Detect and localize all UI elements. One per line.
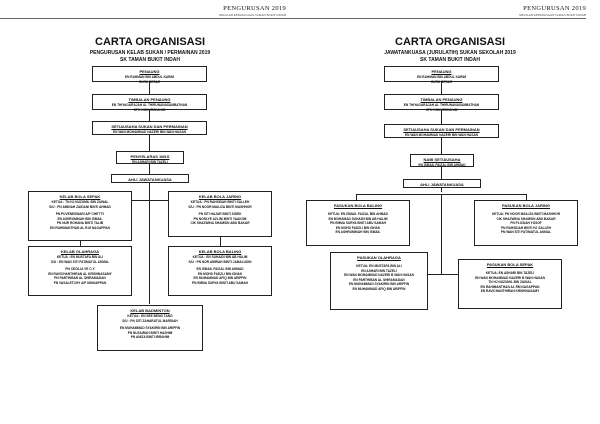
person-line: EN MUHAMMAD SYAKIRIN BIN ARIFFIN [119,326,181,331]
person-line: EN MOHAMAD SUHAIDI BIN AB HALIM [328,216,388,221]
role-label: PENAUNG [431,69,452,74]
page-header [219,5,286,17]
person-line: EN PARTHIBAN AL SHIRAMADAN [353,277,405,282]
person-line: PN PARTHIBAN AL SHIRAMADAN [54,276,106,281]
header-subtitle: SEKOLAH KEBANGSAAN TAMAN BUKIT INDAH [518,13,586,17]
connector-lower [428,274,458,275]
setiausaha-box [92,121,207,135]
header-title: PENGURUSAN 2019 [223,5,286,12]
person-line: EN MUHAMMAD SYAKIRIN BIN ARIFFIN [348,282,410,287]
role-label: PENAUNG [139,69,160,74]
club-name: KELAB BOLA SEPAK [59,194,101,199]
club-name: KELAB BOLA BALING [198,249,242,254]
role-label: AHLI JAWATANKUASA [128,177,172,182]
ajk-box [403,179,481,188]
team-name: PASUKAN BOLA BALING [333,203,383,208]
ajk-box [111,174,189,183]
person-line: EN WAN MOHAMMAD NAZERI B WAN HASAN [475,275,545,280]
person-line: PN PUVENESWARI A/P CHETTY [55,212,105,217]
person-line: TN HJ NUZUMIL BIN ZAINAL [488,280,532,285]
person-line: KETUA : PN RAHSIDAH BINTI SALLEH [190,200,250,204]
person-line: EN WAN MOHAMMAD NAZERI BIN WAN HASAN [113,130,186,134]
club-box-bola-sepak [28,191,132,241]
person-line: EN WAN MOHAMMAD NAZERI BIN WAN HASAN [405,133,478,137]
role-label: TIMBALAN PENAUNG [420,97,463,102]
person-line: EN ASHARI BIN TAZELI [132,160,168,164]
person-line: PN PLOSIAH YUSOF [510,221,542,226]
person-line: EN ASHRUMINAH BIN ISMAIL [335,230,381,235]
team-box-bola-jaring [474,200,578,246]
person-line: KETUA : EN SEE BENG TANG [127,314,173,318]
person-line: PN VASALETCHY A/P MUNIAPPAN [53,280,107,285]
person-line: GPK KOKURIKULUM [133,107,166,112]
person-line: EN RAVICHANTHIRAN AL KRISHNASAMY [48,271,112,276]
penaung-box [384,66,499,82]
person-line: KETUA : EN SUHAIDI BIN AB HALIM [192,255,248,259]
person-line: EN WAN MOHAMMAD NAZERI B WAN HASAN [344,273,414,278]
person-line: KETUA: EN ASHARI BIN TAZELI [485,271,535,275]
person-line: PN CECILIA YE C.Y [65,267,95,272]
person-line: S/U : PN NOOR MAILIZA BINTI MASHHOR [188,204,252,209]
school-name: SK TAMAN BUKIT INDAH [120,57,180,63]
person-line: PN NORLYE AZLINI BINTI YAAKOB [193,216,247,221]
person-line: CIK SHAZWINA SHAMSIN ABU BAKAR [190,221,250,226]
person-line: GURU BESAR [430,79,453,84]
person-line: EN RAVICHANTHIRAN KRISHNASAMY [480,289,540,294]
person-line: CIK SHAZWINA SHAMSIN ABU BAKAR [496,216,556,221]
club-box-olahraga [28,246,132,296]
penyelaras-box [116,151,184,164]
chart-title: CARTA ORGANISASI [395,36,505,48]
person-line: PN RAHSIDAH BINTI HJ SALLEH [501,225,551,230]
person-line: PN SITI HAJAR BINTI SIDEK [198,212,242,217]
role-label: SETIAUSAHA SUKAN DAN PERMAINAN [403,127,480,132]
person-line: GPK KOKURIKULUM [425,107,458,112]
timbalan-penaung-box [92,94,207,110]
person-line: PN NUR ROHANA BINTI TALIB [56,221,104,226]
setiausaha-box [384,124,499,138]
chart-subtitle: JAWATANKUASA (JURULATIH) SUKAN SEKOLAH 2019 [384,50,516,56]
chart-title: CARTA ORGANISASI [95,36,205,48]
club-name: KELAB BADMINTON [130,308,170,313]
person-line: PN EMMA SURYA BINTI ABU SAMAH [330,221,386,226]
header-rule [286,18,586,19]
person-line: PN EMMA SURYA BINTI ABU SAMAH [192,280,248,285]
person-line: EN RAHIMANTHAN AL RM NAGAPPAN [480,284,540,289]
role-label: AHLI JAWATANKUASA [420,182,464,187]
club-box-bola-baling [168,246,272,296]
naib-setiausaha-box [410,154,474,167]
team-box-bola-sepak [458,259,562,309]
timbalan-penaung-box [384,94,499,110]
person-line: EN THIYAGARAJAH AL THIRUNANASAMBATHAN [403,103,480,107]
person-line: EN ISMAIL FAIZAL BIN AHMAD [196,267,244,272]
role-label: PENYELARAS 1M1S [130,154,170,159]
person-line: S/U : PN SITI ZAHARATUL MARDIAH [122,318,178,323]
chart-subtitle: PENGURUSAN KELAB SUKAN / PERMAINAN 2019 [89,50,211,56]
person-line: PN WAN SITI FATIMATUL AKMAL [500,230,552,235]
header-subtitle: SEKOLAH KEBANGSAAN TAMAN BUKIT INDAH [218,13,286,17]
club-name: KELAB OLAHRAGA [61,249,99,254]
person-line: EN ASHRUMINAH BIN ISMAIL [57,216,103,221]
person-line: PN NUZAIRAH BINTI HASHIM [127,330,173,335]
person-line: EN THIYAGARAJAH AL THIRUNANASAMBATHAN [111,103,188,107]
team-box-bola-baling [306,200,410,246]
person-line: EN MUHAMMAD AFIQ BIN ARIFFIN [193,276,247,281]
team-name: PASUKAN OLAHRAGA [357,255,401,260]
person-line: EN MOHD FADZLI BIN ISHAK [197,271,243,276]
header-title: PENGURUSAN 2019 [523,5,586,12]
team-name: PASUKAN BOLA JARING [501,203,550,208]
person-line: EN RAHMAN BIN ABDUL KARIM [124,75,175,79]
person-line: S/U : PN NOR AMIRAH BINTI JAMALUDIN [188,259,252,264]
right-page [300,0,600,424]
role-label: SETIAUSAHA SUKAN DAN PERMAINAN [111,124,188,129]
person-line: PN ANIZA BINTI IBRAHIM [130,335,170,340]
person-line: S/U : EN WAN SITI FATIMATUL AKMAL [50,259,110,264]
person-line: EN MUHAMMAD AFIQ BIN ARIFFIN [352,286,406,291]
header-rule [0,18,286,19]
person-line: KETUA : EN MUSTAFA BIN ALI [56,255,104,259]
team-box-olahraga [330,252,428,310]
person-line: EN ASHARI BIN TAZELI [361,268,397,273]
connector-center [149,178,150,304]
person-line: EN ISMAIL FAIZAL BIN AHMAD [418,163,466,167]
penaung-box [92,66,207,82]
person-line: KETUA: EN MUSTAFA BIN ALI [356,264,402,268]
person-line: GURU BESAR [138,79,161,84]
club-name: KELAB BOLA JARING [198,194,242,199]
person-line: EN RAHMAN BIN ABDUL KARIM [416,75,467,79]
club-box-badminton [97,305,203,351]
role-label: TIMBALAN PENAUNG [128,97,171,102]
team-name: PASUKAN BOLA SEPAK [486,262,534,267]
club-box-bola-jaring [168,191,272,237]
person-line: EN MOHD FADZLI BIN ISHAK [335,225,381,230]
person-line: S/U : PN AMINAH ZAIDANI BINTI AHMAD [49,204,111,209]
person-line: KETUA: EN ISMAIL FAIZAL BIN AHMAD [328,212,388,216]
person-line: KETUA : TN HJ NUZUMIL BIN ZAINAL [51,200,109,204]
school-name: SK TAMAN BUKIT INDAH [420,57,480,63]
person-line: EN RAHIMANTHAN AL R.M NAGAPPAN [50,225,110,230]
person-line: KETUA: PN NOOR MAILIZA BINTI MASHHOR [491,212,561,216]
role-label: NAIB SETIAUSAHA [423,157,461,162]
page-header [519,5,586,17]
connector-center [441,194,442,274]
